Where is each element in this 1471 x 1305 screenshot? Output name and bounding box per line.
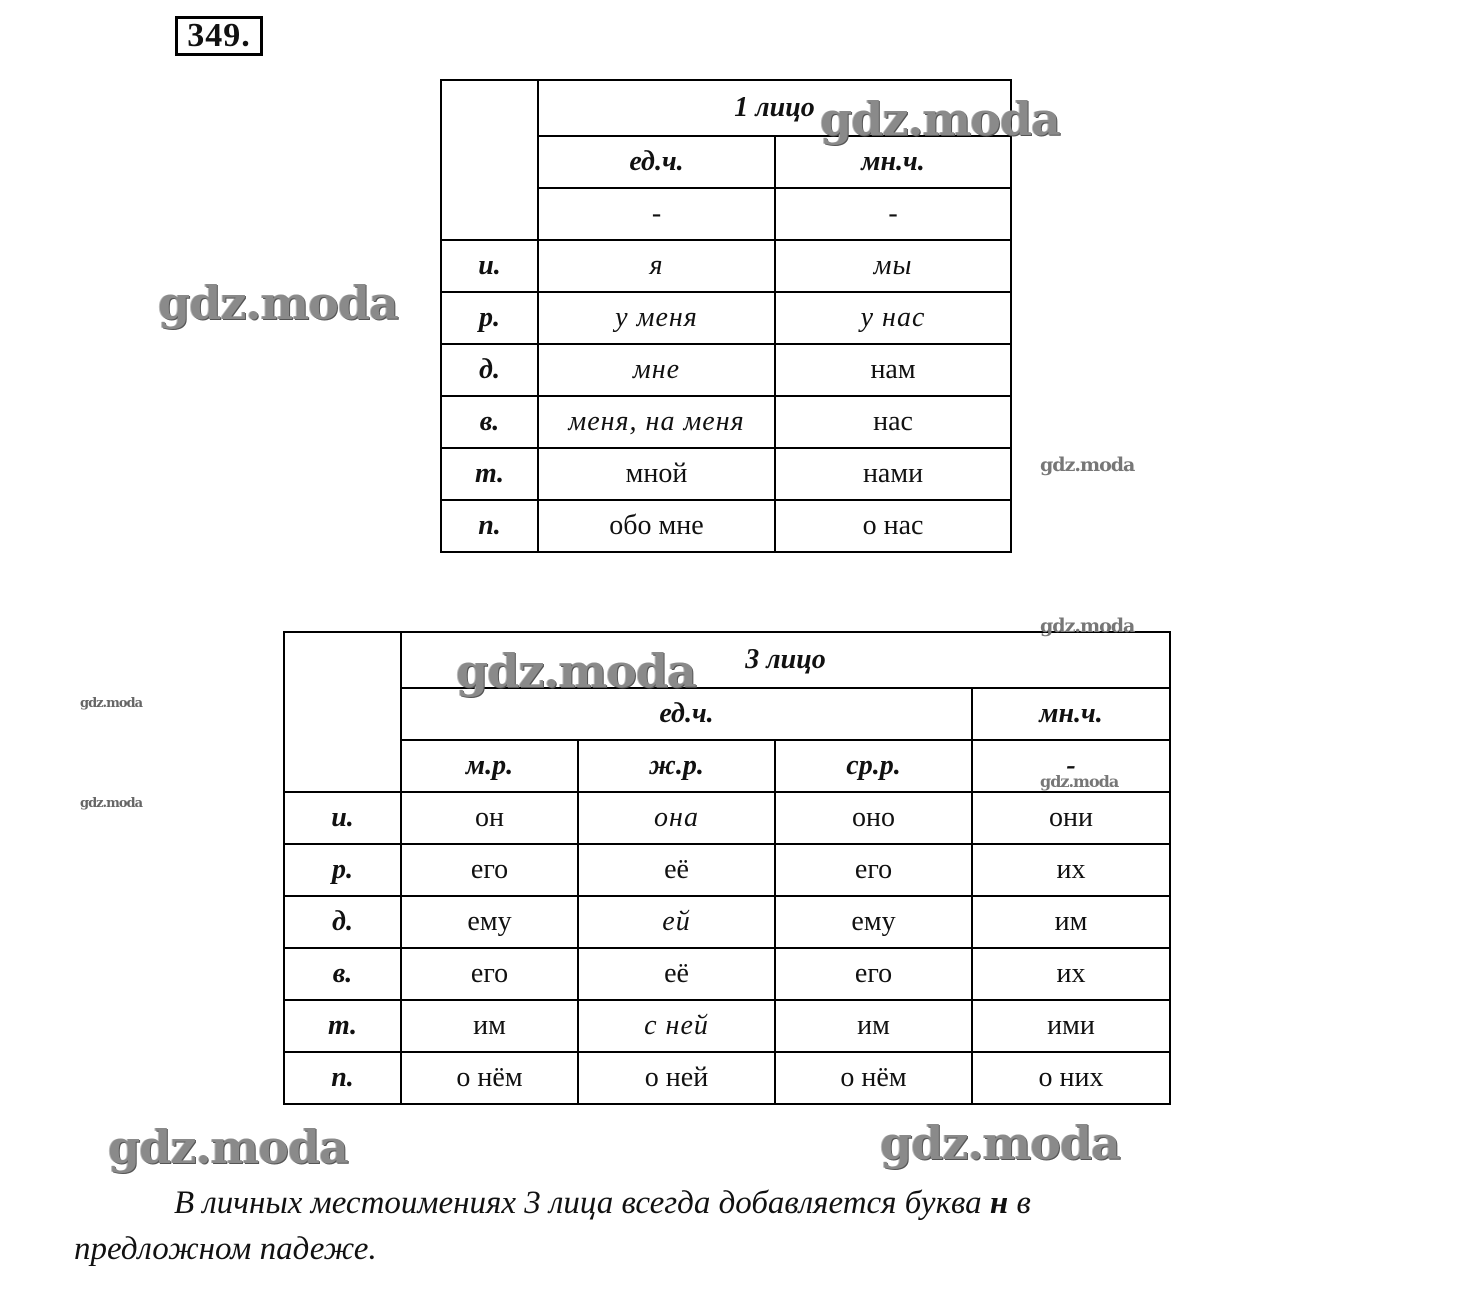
- case-label: т.: [284, 1000, 401, 1052]
- cell-singular: мной: [538, 448, 775, 500]
- watermark: gdz.moda: [1040, 454, 1135, 476]
- header-plural-dash: -: [972, 740, 1170, 792]
- watermark: gdz.moda: [456, 644, 696, 698]
- dash-cell: -: [538, 188, 775, 240]
- cell-singular: мне: [538, 344, 775, 396]
- case-label: и.: [441, 240, 538, 292]
- cell-masculine: он: [401, 792, 578, 844]
- case-label: п.: [284, 1052, 401, 1104]
- case-label: в.: [441, 396, 538, 448]
- case-label: п.: [441, 500, 538, 552]
- cell-singular: у меня: [538, 292, 775, 344]
- cell-masculine: его: [401, 844, 578, 896]
- corner-cell: [284, 632, 401, 792]
- case-label: т.: [441, 448, 538, 500]
- corner-cell: [441, 80, 538, 240]
- header-plural: мн.ч.: [775, 136, 1011, 188]
- cell-neuter: его: [775, 844, 972, 896]
- header-plural: мн.ч.: [972, 688, 1170, 740]
- cell-feminine: о ней: [578, 1052, 775, 1104]
- table-row: [284, 792, 1170, 844]
- table-row: [284, 1052, 1170, 1104]
- table-row: [441, 292, 1011, 344]
- footnote-line2: предложном падеже.: [74, 1231, 377, 1267]
- table-row: [284, 948, 1170, 1000]
- watermark: gdz.moda: [1040, 615, 1135, 637]
- cell-feminine: ей: [578, 896, 775, 948]
- footnote-text-end: в: [1016, 1185, 1031, 1221]
- cell-plural: нам: [775, 344, 1011, 396]
- cell-neuter: им: [775, 1000, 972, 1052]
- footnote: [74, 1180, 1274, 1272]
- cell-plural: о нас: [775, 500, 1011, 552]
- first-person-table: [440, 79, 1012, 553]
- cell-plural: им: [972, 896, 1170, 948]
- table-row: [284, 844, 1170, 896]
- case-label: д.: [284, 896, 401, 948]
- header-singular: ед.ч.: [401, 688, 972, 740]
- cell-singular: обо мне: [538, 500, 775, 552]
- watermark: gdz.moda: [880, 1116, 1120, 1170]
- cell-singular: меня, на меня: [538, 396, 775, 448]
- case-label: и.: [284, 792, 401, 844]
- third-person-table: [283, 631, 1171, 1105]
- group-header: 1 лицо: [538, 80, 1011, 136]
- cell-singular: я: [538, 240, 775, 292]
- cell-masculine: ему: [401, 896, 578, 948]
- cell-plural: нас: [775, 396, 1011, 448]
- case-label: в.: [284, 948, 401, 1000]
- watermark: gdz.moda: [80, 796, 143, 811]
- footnote-line1: [74, 1180, 1274, 1226]
- watermark: gdz.moda: [108, 1120, 348, 1174]
- cell-feminine: её: [578, 948, 775, 1000]
- case-label: р.: [284, 844, 401, 896]
- cell-masculine: о нём: [401, 1052, 578, 1104]
- case-label: д.: [441, 344, 538, 396]
- cell-plural: мы: [775, 240, 1011, 292]
- cell-plural: о них: [972, 1052, 1170, 1104]
- cell-plural: ими: [972, 1000, 1170, 1052]
- case-label: р.: [441, 292, 538, 344]
- exercise-number: 349.: [175, 16, 263, 56]
- cell-masculine: им: [401, 1000, 578, 1052]
- cell-feminine: с ней: [578, 1000, 775, 1052]
- header-feminine: ж.р.: [578, 740, 775, 792]
- table-row: [284, 1000, 1170, 1052]
- header-singular: ед.ч.: [538, 136, 775, 188]
- table-row: [284, 896, 1170, 948]
- watermark: gdz.moda: [1040, 772, 1119, 791]
- cell-feminine: её: [578, 844, 775, 896]
- cell-neuter: о нём: [775, 1052, 972, 1104]
- cell-plural: их: [972, 948, 1170, 1000]
- footnote-letter: н: [989, 1185, 1009, 1221]
- cell-plural: нами: [775, 448, 1011, 500]
- table-row: [441, 240, 1011, 292]
- table-row: [441, 500, 1011, 552]
- cell-neuter: его: [775, 948, 972, 1000]
- header-masculine: м.р.: [401, 740, 578, 792]
- cell-neuter: оно: [775, 792, 972, 844]
- cell-masculine: его: [401, 948, 578, 1000]
- dash-cell: -: [775, 188, 1011, 240]
- header-neuter: ср.р.: [775, 740, 972, 792]
- table-row: [441, 448, 1011, 500]
- group-header: 3 лицо: [401, 632, 1170, 688]
- watermark: gdz.moda: [158, 276, 398, 330]
- cell-plural: их: [972, 844, 1170, 896]
- watermark: gdz.moda: [80, 696, 143, 711]
- table-row: [441, 344, 1011, 396]
- table-row: [441, 396, 1011, 448]
- cell-feminine: она: [578, 792, 775, 844]
- cell-plural: у нас: [775, 292, 1011, 344]
- cell-neuter: ему: [775, 896, 972, 948]
- cell-plural: они: [972, 792, 1170, 844]
- watermark: gdz.moda: [820, 92, 1060, 146]
- footnote-text: В личных местоимениях 3 лица всегда добавляется буква: [174, 1185, 982, 1221]
